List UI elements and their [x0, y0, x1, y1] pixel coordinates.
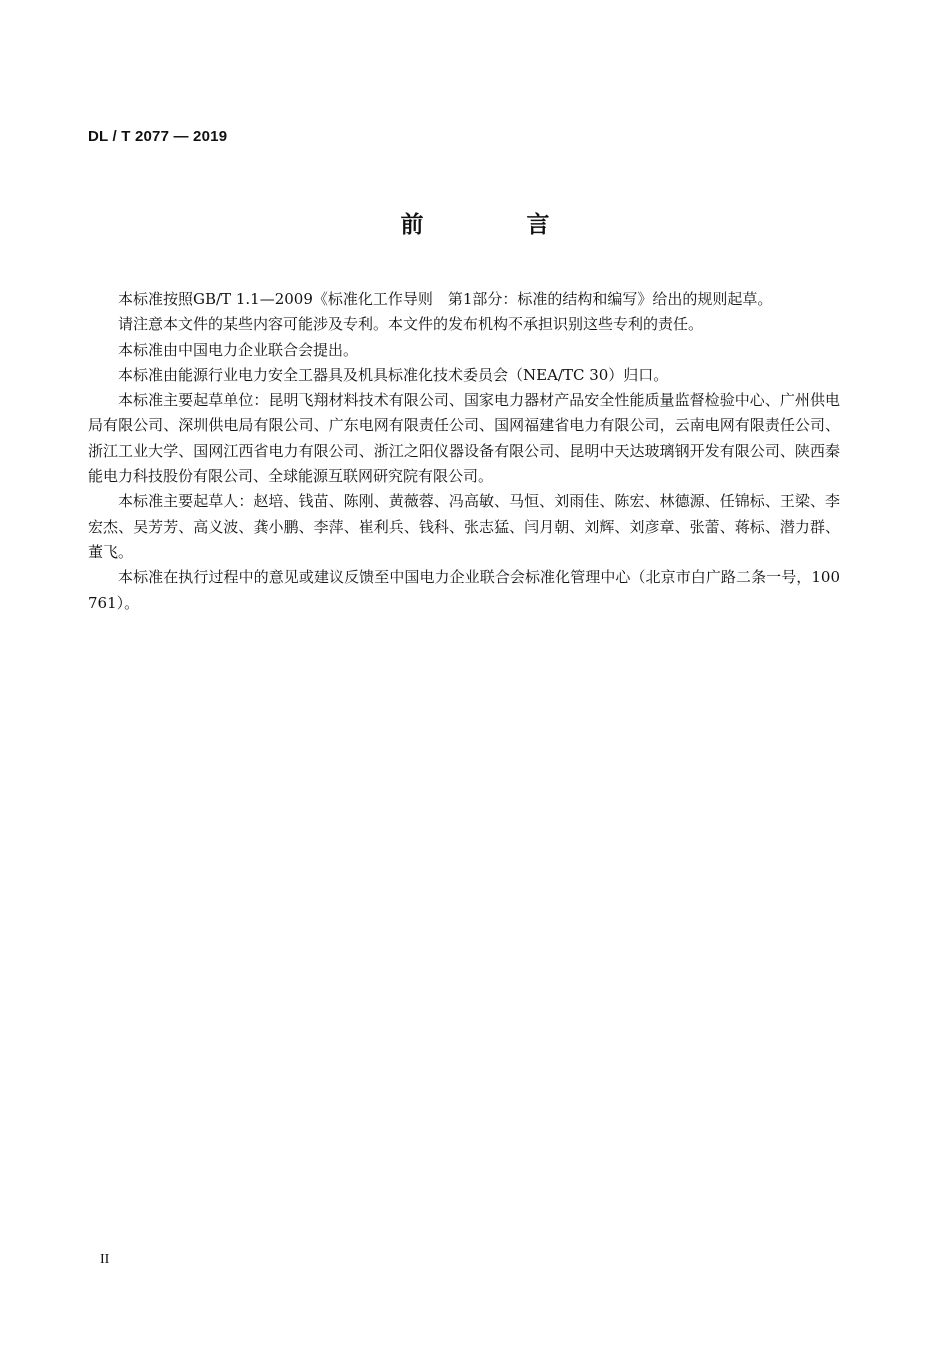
paragraph-drafting-rules: 本标准按照GB/T 1.1—2009《标准化工作导则 第1部分：标准的结构和编写》给出的规则起草。	[118, 290, 773, 308]
standard-code: DL / T 2077 — 2019	[88, 128, 228, 145]
page-title: 前 言	[400, 212, 590, 238]
paragraph-drafting-units: 本标准主要起草单位：昆明飞翔材料技术有限公司、国家电力器材产品安全性能质量监督检验中心、广州供电局有限公司、深圳供电局有限公司、广东电网有限责任公司、国网福建省电力有限公司，云南电网有限责任公司、浙江工业大学、国网江西省电力有限公司、浙江之阳仪器设备有限公司、昆明中天达玻璃钢开发有限公司、陕西秦能电力科技股份有限公司、全球能源互联网研究院有限公司。	[88, 391, 840, 486]
paragraph-proposer: 本标准由中国电力企业联合会提出。	[118, 340, 359, 359]
paragraph-committee: 本标准由能源行业电力安全工器具及机具标准化技术委员会（NEA/TC 30）归口。	[118, 365, 669, 384]
paragraph-patent-notice: 请注意本文件的某些内容可能涉及专利。本文件的发布机构不承担识别这些专利的责任。	[118, 315, 704, 334]
page-number: II	[100, 1252, 110, 1267]
paragraph-feedback: 本标准在执行过程中的意见或建议反馈至中国电力企业联合会标准化管理中心（北京市白广路二条一号，100761）。	[88, 568, 840, 612]
paragraph-drafters: 本标准主要起草人：赵培、钱苗、陈刚、黄薇蓉、冯高敏、马恒、刘雨佳、陈宏、林德源、任锦标、王梁、李宏杰、吴芳芳、高义波、龚小鹏、李萍、崔利兵、钱科、张志猛、闫月朝、刘辉、刘彦章、张蕾、蒋标、潜力群、董飞。	[88, 492, 840, 561]
foreword-body	[88, 287, 840, 616]
